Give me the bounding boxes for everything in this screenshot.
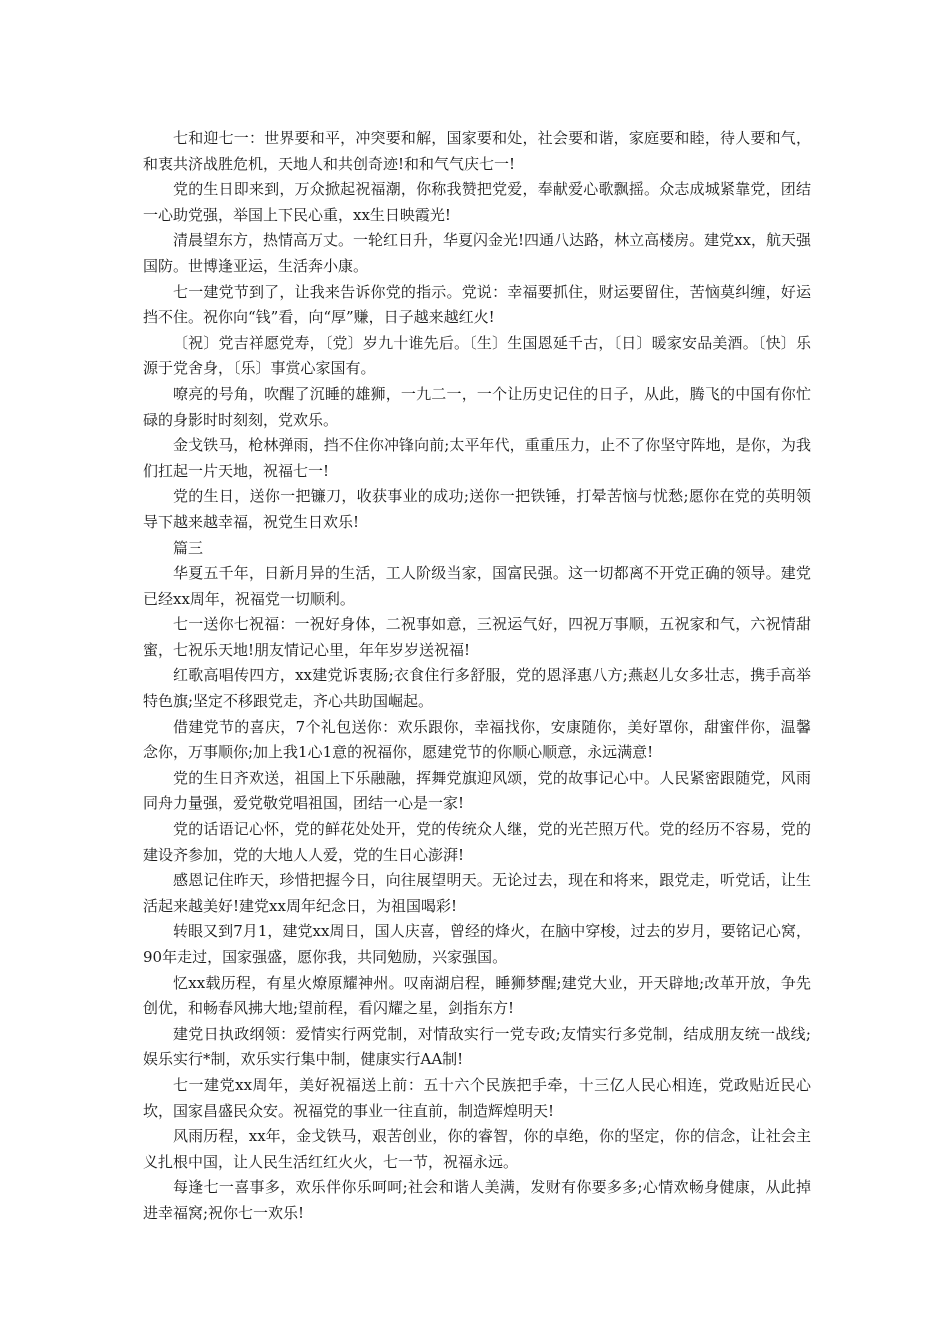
paragraph: 嘹亮的号角，吹醒了沉睡的雄狮，一九二一，一个让历史记住的日子，从此，腾飞的中国有你忙碌的身影时时刻刻，党欢乐。 — [143, 384, 811, 429]
document-body — [143, 126, 811, 1227]
paragraph: 七一送你七祝福：一祝好身体，二祝事如意，三祝运气好，四祝万事顺，五祝家和气，六祝情甜蜜，七祝乐天地!朋友情记心里，年年岁岁送祝福! — [143, 615, 811, 659]
paragraph: 党的生日即来到，万众掀起祝福潮，你称我赞把党爱，奉献爱心歌飘摇。众志成城紧靠党，团结一心助党强，举国上下民心重，xx生日映霞光! — [143, 180, 811, 224]
paragraph: 红歌高唱传四方，xx建党诉衷肠;衣食住行多舒服，党的恩泽惠八方;燕赵儿女多壮志，携手高举特色旗;坚定不移跟党走，齐心共助国崛起。 — [143, 666, 811, 711]
paragraph: 金戈铁马，枪林弹雨，挡不住你冲锋向前;太平年代，重重压力，止不了你坚守阵地，是你，为我们扛起一片天地，祝福七一! — [143, 436, 811, 480]
paragraph: 风雨历程，xx年，金戈铁马，艰苦创业，你的睿智，你的卓绝，你的坚定，你的信念，让社会主义扎根中国，让人民生活红红火火，七一节，祝福永远。 — [143, 1127, 811, 1171]
paragraph: 党的生日齐欢送，祖国上下乐融融，挥舞党旗迎风颂，党的故事记心中。人民紧密跟随党，风雨同舟力量强，爱党敬党唱祖国，团结一心是一家! — [143, 768, 811, 813]
paragraph: 党的生日，送你一把镰刀，收获事业的成功;送你一把铁锤，打晕苦恼与忧愁;愿你在党的英明领导下越来越幸福，祝党生日欢乐! — [143, 487, 811, 531]
paragraph: 清晨望东方，热情高万丈。一轮红日升，华夏闪金光!四通八达路，林立高楼房。建党xx，航天强国防。世博逢亚运，生活奔小康。 — [143, 231, 811, 275]
paragraph: 每逢七一喜事多，欢乐伴你乐呵呵;社会和谐人美满，发财有你要多多;心情欢畅身健康，从此掉进幸福窝;祝你七一欢乐! — [143, 1178, 811, 1222]
paragraph: 七一建党xx周年，美好祝福送上前：五十六个民族把手牵，十三亿人民心相连，党政贴近民心坎，国家昌盛民众安。祝福党的事业一往直前，制造辉煌明天! — [143, 1075, 811, 1120]
paragraph: 感恩记住昨天，珍惜把握今日，向往展望明天。无论过去，现在和将来，跟党走，听党话，让生活起来越美好!建党xx周年纪念日，为祖国喝彩! — [143, 871, 811, 915]
paragraph: 转眼又到7月1，建党xx周日，国人庆喜，曾经的烽火，在脑中穿梭，过去的岁月，要铭记心窝，90年走过，国家强盛，愿你我，共同勉励，兴家强国。 — [143, 922, 811, 966]
paragraph: 借建党节的喜庆，7个礼包送你：欢乐跟你，幸福找你，安康随你，美好罩你，甜蜜伴你，温馨念你，万事顺你;加上我1心1意的祝福你，愿建党节的你顺心顺意，永远满意! — [143, 717, 811, 762]
section-title: 篇三 — [173, 538, 204, 557]
paragraph: 〔祝〕党吉祥愿党寿，〔党〕岁九十谁先后。〔生〕生国恩延千古，〔日〕暖家安品美酒。〔快〕乐源于党舍身，〔乐〕事赏心家国有。 — [143, 333, 811, 378]
paragraph: 忆xx载历程，有星火燎原耀神州。叹南湖启程，睡狮梦醒;建党大业，开天辟地;改革开放，争先创优，和畅春风拂大地;望前程，看闪耀之星，剑指东方! — [143, 973, 811, 1018]
paragraph: 七和迎七一：世界要和平，冲突要和解，国家要和处，社会要和谐，家庭要和睦，待人要和气，和衷共济战胜危机，天地人和共创奇迹!和和气气庆七一! — [143, 129, 811, 173]
paragraph: 党的话语记心怀，党的鲜花处处开，党的传统众人继，党的光芒照万代。党的经历不容易，党的建设齐参加，党的大地人人爱，党的生日心澎湃! — [143, 820, 811, 864]
paragraph: 华夏五千年，日新月异的生活，工人阶级当家，国富民强。这一切都离不开党正确的领导。建党已经xx周年，祝福党一切顺利。 — [143, 564, 811, 608]
paragraph: 建党日执政纲领：爱情实行两党制，对情敌实行一党专政;友情实行多党制，结成朋友统一战线;娱乐实行*制，欢乐实行集中制，健康实行AA制! — [143, 1024, 811, 1069]
paragraph: 七一建党节到了，让我来告诉你党的指示。党说：幸福要抓住，财运要留住，苦恼莫纠缠，好运挡不住。祝你向“钱”看，向“厚”赚，日子越来越红火! — [143, 282, 811, 327]
